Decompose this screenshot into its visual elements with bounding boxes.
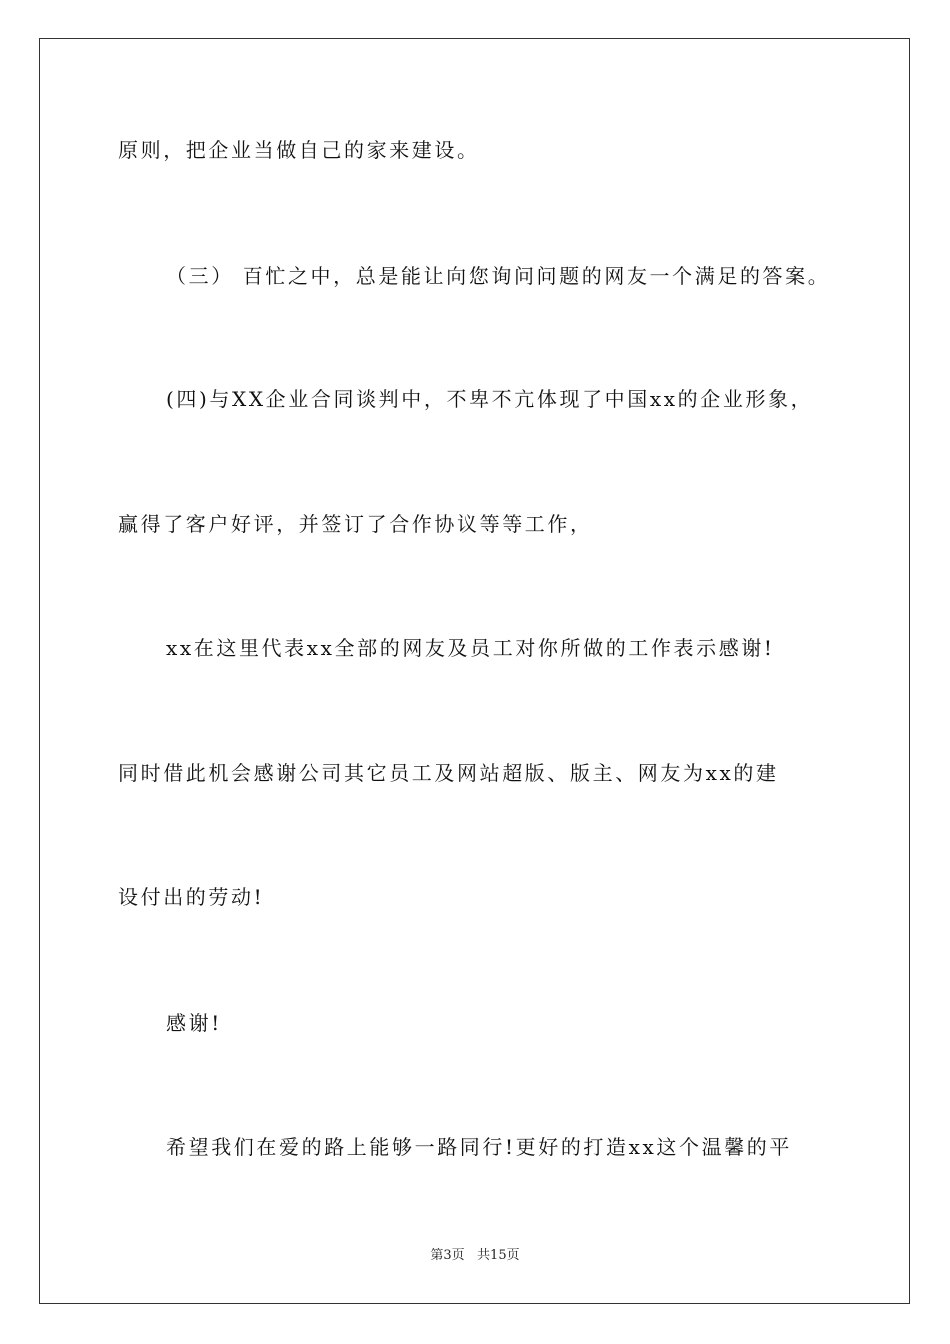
paragraph-line-8: 感谢! xyxy=(166,1011,222,1035)
paragraph-line-2: （三） 百忙之中，总是能让向您询问问题的网友一个满足的答案。 xyxy=(166,264,831,288)
page-border xyxy=(39,38,910,1304)
paragraph-line-5: xx在这里代表xx全部的网友及员工对你所做的工作表示感谢! xyxy=(166,636,775,660)
paragraph-line-1: 原则，把企业当做自己的家来建设。 xyxy=(118,138,480,162)
paragraph-line-3: (四)与XX企业合同谈判中，不卑不亢体现了中国xx的企业形象， xyxy=(166,387,814,411)
paragraph-line-7: 设付出的劳动! xyxy=(118,885,265,909)
paragraph-line-9: 希望我们在爱的路上能够一路同行!更好的打造xx这个温馨的平 xyxy=(166,1135,792,1159)
paragraph-line-4: 赢得了客户好评，并签订了合作协议等等工作， xyxy=(118,512,593,536)
paragraph-line-6: 同时借此机会感谢公司其它员工及网站超版、版主、网友为xx的建 xyxy=(118,761,779,785)
page-number-footer: 第3页 共15页 xyxy=(430,1248,520,1263)
